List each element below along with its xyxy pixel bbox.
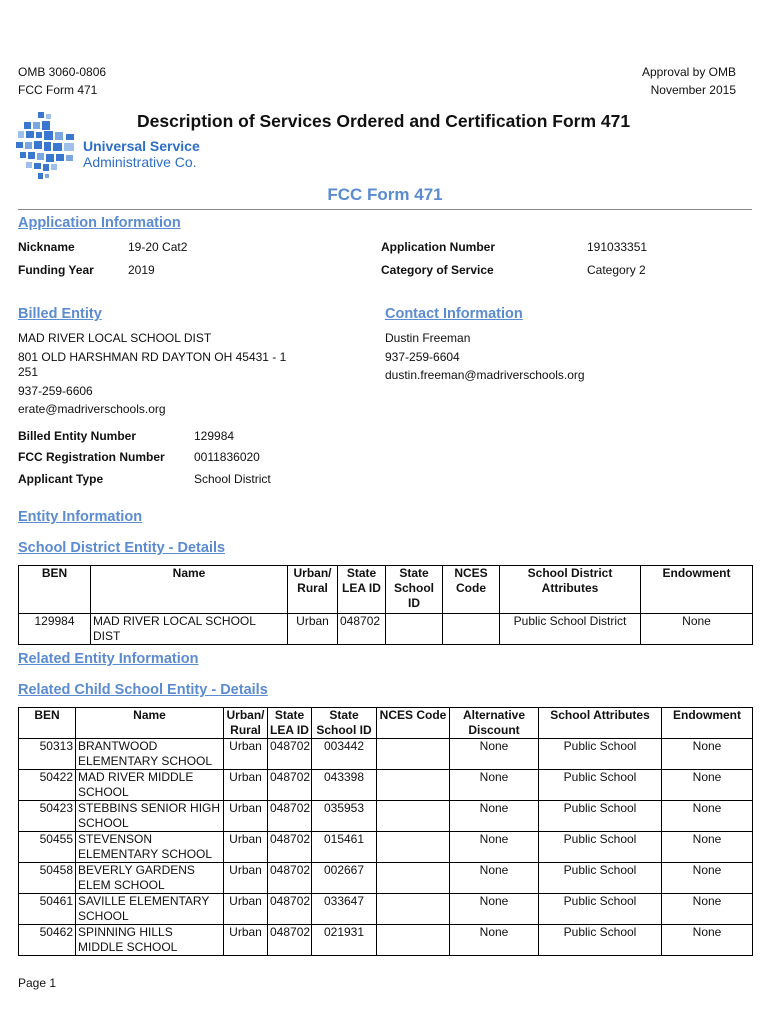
fcc-registration-value: 0011836020 xyxy=(194,450,260,464)
table-row xyxy=(19,801,753,832)
cell-state-lea-id: 048702 xyxy=(268,801,312,832)
billed-entity-email: erate@madriverschools.org xyxy=(18,402,166,416)
cell-school-attributes: Public School xyxy=(539,863,662,894)
table-header-row xyxy=(19,566,753,614)
cell-school-attributes: Public School xyxy=(539,739,662,770)
cell-urban-rural: Urban xyxy=(224,863,268,894)
table-row xyxy=(19,739,753,770)
cell-state-school-id: 015461 xyxy=(312,832,377,863)
col-state-school-id: State School ID xyxy=(312,708,377,739)
application-info-heading: Application Information xyxy=(18,215,181,231)
table-row xyxy=(19,863,753,894)
nickname-label: Nickname xyxy=(18,240,75,254)
cell-state-lea-id: 048702 xyxy=(268,739,312,770)
cell-alternative-discount: None xyxy=(450,894,539,925)
billed-entity-address-line-2: 251 xyxy=(18,365,39,379)
form-header-right xyxy=(642,63,736,99)
cell-ben: 129984 xyxy=(19,614,91,645)
cell-alternative-discount: None xyxy=(450,770,539,801)
cell-alternative-discount: None xyxy=(450,801,539,832)
cell-ben: 50422 xyxy=(19,770,76,801)
cell-name: STEVENSON ELEMENTARY SCHOOL xyxy=(76,832,224,863)
cell-endowment: None xyxy=(662,894,753,925)
cell-school-attributes: Public School xyxy=(539,925,662,956)
related-entity-heading: Related Entity Information xyxy=(18,651,199,667)
contact-name: Dustin Freeman xyxy=(385,331,471,345)
cell-state-school-id: 033647 xyxy=(312,894,377,925)
cell-state-school-id xyxy=(386,614,443,645)
col-urban-rural: Urban/ Rural xyxy=(288,566,338,614)
billed-entity-name: MAD RIVER LOCAL SCHOOL DIST xyxy=(18,331,212,345)
related-child-details-heading: Related Child School Entity - Details xyxy=(18,682,268,698)
cell-name: BRANTWOOD ELEMENTARY SCHOOL xyxy=(76,739,224,770)
table-row xyxy=(19,925,753,956)
page-number: Page 1 xyxy=(18,976,57,990)
applicant-type-label: Applicant Type xyxy=(18,472,104,486)
cell-state-school-id: 043398 xyxy=(312,770,377,801)
usac-logo-text xyxy=(83,138,200,170)
nickname-value: 19-20 Cat2 xyxy=(128,240,188,254)
cell-urban-rural: Urban xyxy=(224,739,268,770)
approval-date: November 2015 xyxy=(650,83,736,97)
cell-name: SAVILLE ELEMENTARY SCHOOL xyxy=(76,894,224,925)
cell-state-lea-id: 048702 xyxy=(268,863,312,894)
col-ben: BEN xyxy=(19,708,76,739)
col-school-attributes: School Attributes xyxy=(539,708,662,739)
applicant-type-value: School District xyxy=(194,472,271,486)
cell-endowment: None xyxy=(662,801,753,832)
ben-value: 129984 xyxy=(194,429,235,443)
cell-urban-rural: Urban xyxy=(224,770,268,801)
cell-name: MAD RIVER MIDDLE SCHOOL xyxy=(76,770,224,801)
usac-logo-mark-icon xyxy=(16,112,86,184)
category-value: Category 2 xyxy=(587,263,646,277)
cell-ben: 50455 xyxy=(19,832,76,863)
cell-endowment: None xyxy=(662,739,753,770)
contact-info-heading: Contact Information xyxy=(385,306,523,322)
application-number-label: Application Number xyxy=(381,240,496,254)
cell-nces-code xyxy=(377,801,450,832)
col-nces-code: NCES Code xyxy=(377,708,450,739)
cell-name: BEVERLY GARDENS ELEM SCHOOL xyxy=(76,863,224,894)
contact-phone: 937-259-6604 xyxy=(385,349,460,364)
cell-name: SPINNING HILLS MIDDLE SCHOOL xyxy=(76,925,224,956)
cell-urban-rural: Urban xyxy=(224,832,268,863)
cell-nces-code xyxy=(377,894,450,925)
cell-state-school-id: 035953 xyxy=(312,801,377,832)
cell-school-attributes: Public School xyxy=(539,894,662,925)
cell-ben: 50313 xyxy=(19,739,76,770)
cell-school-attributes: Public School xyxy=(539,801,662,832)
col-alternative-discount: Alternative Discount xyxy=(450,708,539,739)
cell-alternative-discount: None xyxy=(450,925,539,956)
billed-entity-address-line-1: 801 OLD HARSHMAN RD DAYTON OH 45431 - 1 xyxy=(18,349,287,364)
table-row xyxy=(19,770,753,801)
billed-entity-phone: 937-259-6606 xyxy=(18,383,93,398)
school-district-table xyxy=(18,565,753,645)
cell-nces-code xyxy=(377,770,450,801)
cell-state-school-id: 003442 xyxy=(312,739,377,770)
billed-entity-heading: Billed Entity xyxy=(18,306,102,322)
col-district-attributes: School District Attributes xyxy=(500,566,641,614)
cell-state-lea-id: 048702 xyxy=(268,894,312,925)
cell-name: MAD RIVER LOCAL SCHOOL DIST xyxy=(91,614,288,645)
form-title: FCC Form 471 xyxy=(327,185,443,204)
col-endowment: Endowment xyxy=(641,566,753,614)
table-header-row xyxy=(19,708,753,739)
col-urban-rural: Urban/ Rural xyxy=(224,708,268,739)
col-state-lea-id: State LEA ID xyxy=(268,708,312,739)
cell-state-school-id: 021931 xyxy=(312,925,377,956)
cell-nces-code xyxy=(443,614,500,645)
col-ben: BEN xyxy=(19,566,91,614)
col-nces-code: NCES Code xyxy=(443,566,500,614)
cell-school-attributes: Public School xyxy=(539,770,662,801)
cell-school-attributes: Public School xyxy=(539,832,662,863)
col-name: Name xyxy=(76,708,224,739)
cell-name: STEBBINS SENIOR HIGH SCHOOL xyxy=(76,801,224,832)
cell-endowment: None xyxy=(662,863,753,894)
cell-state-school-id: 002667 xyxy=(312,863,377,894)
cell-state-lea-id: 048702 xyxy=(268,925,312,956)
cell-nces-code xyxy=(377,832,450,863)
cell-urban-rural: Urban xyxy=(224,894,268,925)
logo-line-2: Administrative Co. xyxy=(83,154,197,170)
category-label: Category of Service xyxy=(381,263,494,277)
cell-state-lea-id: 048702 xyxy=(268,832,312,863)
approval-text: Approval by OMB xyxy=(641,65,736,79)
cell-nces-code xyxy=(377,925,450,956)
col-state-school-id: State School ID xyxy=(386,566,443,614)
cell-alternative-discount: None xyxy=(450,739,539,770)
related-child-table xyxy=(18,707,753,956)
logo-line-1: Universal Service xyxy=(83,138,200,154)
page-title: Description of Services Ordered and Certification Form 471 xyxy=(137,111,631,131)
cell-alternative-discount: None xyxy=(450,832,539,863)
billed-entity-address-block xyxy=(18,331,318,418)
table-row xyxy=(19,894,753,925)
cell-endowment: None xyxy=(662,770,753,801)
application-number-value: 191033351 xyxy=(587,240,648,254)
col-endowment: Endowment xyxy=(662,708,753,739)
cell-state-lea-id: 048702 xyxy=(268,770,312,801)
col-state-lea-id: State LEA ID xyxy=(338,566,386,614)
cell-state-lea-id: 048702 xyxy=(338,614,386,645)
form-number: FCC Form 471 xyxy=(18,83,98,97)
cell-ben: 50461 xyxy=(19,894,76,925)
header-divider xyxy=(18,209,752,210)
cell-endowment: None xyxy=(662,832,753,863)
cell-nces-code xyxy=(377,739,450,770)
cell-ben: 50458 xyxy=(19,863,76,894)
cell-district-attributes: Public School District xyxy=(500,614,641,645)
cell-ben: 50423 xyxy=(19,801,76,832)
funding-year-value: 2019 xyxy=(128,263,155,277)
cell-urban-rural: Urban xyxy=(288,614,338,645)
cell-nces-code xyxy=(377,863,450,894)
table-row xyxy=(19,614,753,645)
cell-alternative-discount: None xyxy=(450,863,539,894)
cell-urban-rural: Urban xyxy=(224,925,268,956)
contact-email: dustin.freeman@madriverschools.org xyxy=(385,368,585,382)
cell-urban-rural: Urban xyxy=(224,801,268,832)
cell-endowment: None xyxy=(662,925,753,956)
table-row xyxy=(19,832,753,863)
omb-number: OMB 3060-0806 xyxy=(18,65,107,79)
funding-year-label: Funding Year xyxy=(18,263,94,277)
form-header-left xyxy=(18,63,106,99)
fcc-registration-label: FCC Registration Number xyxy=(18,450,165,464)
entity-info-heading: Entity Information xyxy=(18,509,143,525)
cell-endowment: None xyxy=(641,614,753,645)
contact-info-block xyxy=(385,331,585,384)
col-name: Name xyxy=(91,566,288,614)
cell-ben: 50462 xyxy=(19,925,76,956)
school-district-details-heading: School District Entity - Details xyxy=(18,540,226,556)
ben-label: Billed Entity Number xyxy=(18,429,137,443)
